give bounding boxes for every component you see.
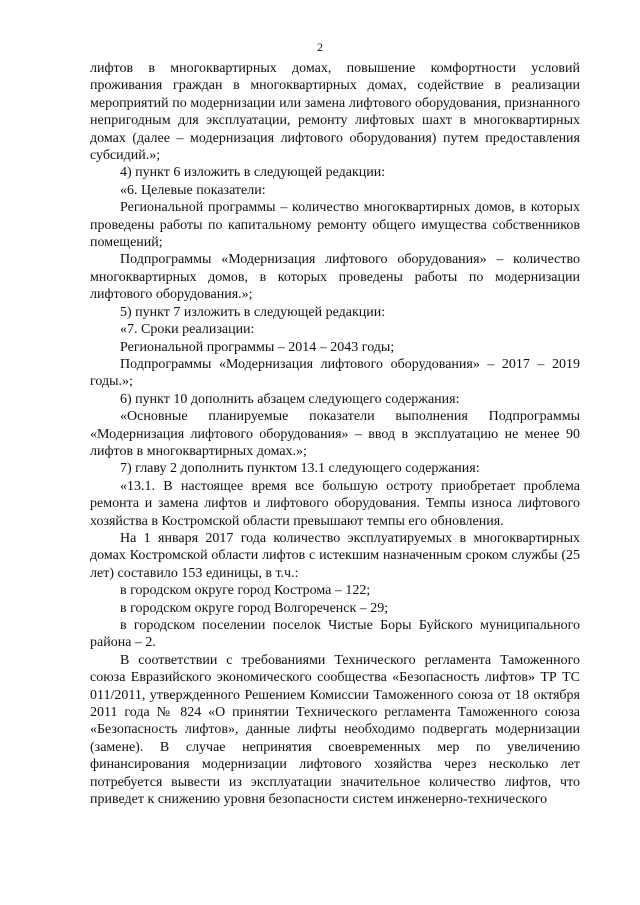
paragraph: в городском округе город Волгореченск – 29; — [120, 600, 389, 616]
paragraph: лифтов в многоквартирных домах, повышение комфортности условий проживания граждан в многоквартирных домах, содействие в реализации мероприятий по модернизации или замена лифтового оборудования, признанного непригодным для эксплуатации, ремонту лифтовых шахт в многоквартирных домах (далее – модернизация лифтового оборудования) путем предоставления субсидий.»; — [90, 61, 580, 164]
paragraph: 5) пункт 7 изложить в следующей редакции: — [120, 304, 386, 320]
paragraph: «7. Сроки реализации: — [120, 322, 255, 338]
paragraph: в городском поселении поселок Чистые Боры Буйского муниципального района – 2. — [90, 618, 580, 651]
paragraph: Региональной программы – количество многоквартирных домов, в которых проведены работы по капитальному ремонту общего имущества собственников помещений; — [90, 200, 580, 251]
page-number: 2 — [317, 40, 323, 54]
paragraph: 4) пункт 6 изложить в следующей редакции: — [120, 165, 386, 181]
paragraph: «13.1. В настоящее время все большую остроту приобретает проблема ремонта и замена лифтов и лифтового оборудования. Темпы износа лифтового хозяйства в Костромской области превышают темпы его обновления. — [90, 478, 580, 529]
paragraph: На 1 января 2017 года количество эксплуатируемых в многоквартирных домах Костромской области лифтов с истекшим назначенным сроком службы (25 лет) составило 153 единицы, в т.ч.: — [90, 530, 580, 581]
paragraph: Подпрограммы «Модернизация лифтового оборудования» – 2017 – 2019 годы.»; — [90, 356, 580, 390]
paragraph: 7) главу 2 дополнить пунктом 13.1 следующего содержания: — [120, 461, 480, 477]
paragraph: Подпрограммы «Модернизация лифтового оборудования» – количество многоквартирных домов, в которых проведены работы по модернизации лифтового оборудования.»; — [90, 252, 580, 303]
paragraph: 6) пункт 10 дополнить абзацем следующего содержания: — [120, 391, 460, 407]
document-body — [90, 60, 580, 808]
paragraph: «6. Целевые показатели: — [120, 182, 266, 198]
paragraph: в городском округе город Кострома – 122; — [120, 583, 371, 599]
paragraph: «Основные планируемые показатели выполнения Подпрограммы «Модернизация лифтового оборудования» – ввод в эксплуатацию не менее 90 лифтов в многоквартирных домах.»; — [90, 409, 580, 459]
paragraph: В соответствии с требованиями Технического регламента Таможенного союза Евразийского экономического сообщества «Безопасность лифтов» ТР ТС 011/2011, утвержденного Решением Комиссии Таможенного союза от 18 октября 2011 года № 824 «О принятии Технического регламента Таможенного союза «Безопасность лифтов», данные лифты необходимо подвергать модернизации (замене). В случае непринятия своевременных мер по увеличению финансирования модернизации лифтового хозяйства через несколько лет потребуется вывести из эксплуатации значительное количество лифтов, что приведет к снижению уровня безопасности систем инженерно-технического — [90, 652, 580, 808]
paragraph: Региональной программы – 2014 – 2043 годы; — [120, 339, 395, 355]
